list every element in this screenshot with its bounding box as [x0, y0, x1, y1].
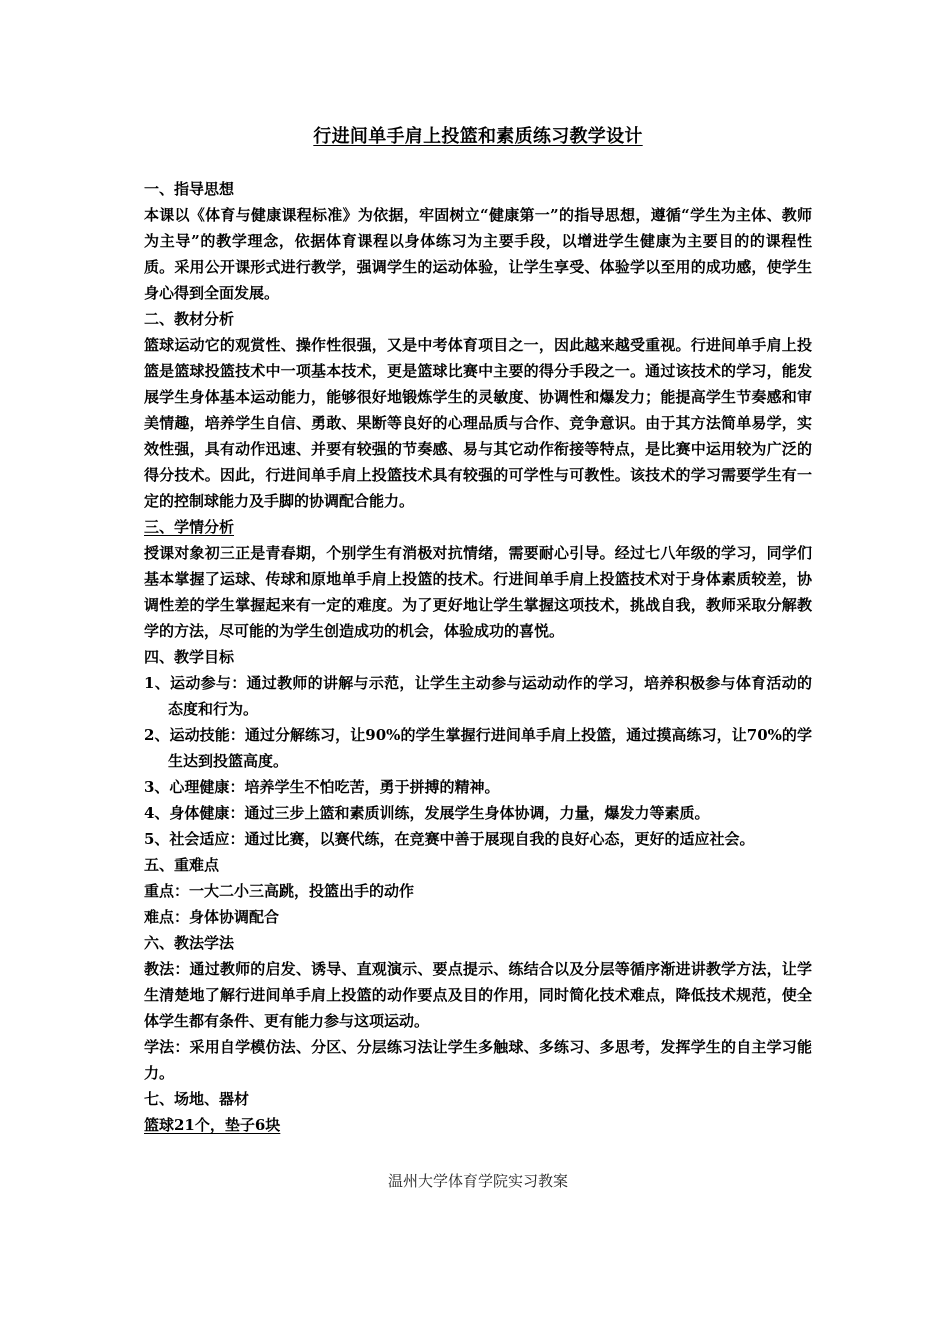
section-heading-material-analysis: 二、教材分析 — [144, 310, 235, 328]
section-heading-teaching-objectives: 四、教学目标 — [144, 648, 235, 666]
document-body — [144, 176, 812, 1138]
guiding-ideology-text: 本课以《体育与健康课程标准》为依据，牢固树立“健康第一”的指导思想，遵循“学生为主体、教师为主导”的教学理念，依据体育课程以身体练习为主要手段，以增进学生健康为主要目的的课程性质。采用公开课形式进行教学，强调学生的运动体验，让学生享受、体验学以至用的成功感，使学生身心得到全面发展。 — [144, 206, 812, 302]
objective-item: 4、身体健康：通过三步上篮和素质训练，发展学生身体协调，力量，爆发力等素质。 — [144, 804, 710, 822]
section-heading-student-analysis: 三、学情分析 — [144, 518, 235, 536]
page-footer: 温州大学体育学院实习教案 — [387, 1172, 568, 1190]
difficult-point-text: 难点：身体协调配合 — [144, 908, 280, 926]
section-heading-guiding-ideology: 一、指导思想 — [144, 180, 235, 198]
material-analysis-text: 篮球运动它的观赏性、操作性很强，又是中考体育项目之一，因此越来越受重视。行进间单手肩上投篮是篮球投篮技术中一项基本技术，更是篮球比赛中主要的得分手段之一。通过该技术的学习，能发展学生身体基本运动能力，能够很好地锻炼学生的灵敏度、协调性和爆发力；能提高学生节奏感和审美情趣，培养学生自信、勇敢、果断等良好的心理品质与合作、竞争意识。由于其方法简单易学，实效性强，具有动作迅速、并要有较强的节奏感、易与其它动作衔接等特点，是比赛中运用较为广泛的得分技术。因此，行进间单手肩上投篮技术具有较强的可学性与可教性。该技术的学习需要学生有一定的控制球能力及手脚的协调配合能力。 — [144, 336, 812, 510]
objective-item: 2、运动技能：通过分解练习，让90%的学生掌握行进间单手肩上投篮，通过摸高练习，让70%的学生达到投篮高度。 — [144, 726, 812, 770]
objective-item: 5、社会适应：通过比赛，以赛代练，在竞赛中善于展现自我的良好心态，更好的适应社会。 — [144, 830, 755, 848]
section-heading-methods: 六、教法学法 — [144, 934, 235, 952]
section-heading-venue-equipment: 七、场地、器材 — [144, 1090, 250, 1108]
objective-item: 3、心理健康：培养学生不怕吃苦，勇于拼搏的精神。 — [144, 778, 500, 796]
equipment-text: 篮球21个，垫子6块 — [144, 1116, 281, 1134]
document-title: 行进间单手肩上投篮和素质练习教学设计 — [313, 126, 643, 147]
learning-method-text: 学法：采用自学模仿法、分区、分层练习法让学生多触球、多练习、多思考，发挥学生的自主学习能力。 — [144, 1038, 812, 1082]
section-heading-key-points: 五、重难点 — [144, 856, 220, 874]
student-analysis-text: 授课对象初三正是青春期，个别学生有消极对抗情绪，需要耐心引导。经过七八年级的学习，同学们基本掌握了运球、传球和原地单手肩上投篮的技术。行进间单手肩上投篮技术对于身体素质较差，协调性差的学生掌握起来有一定的难度。为了更好地让学生掌握这项技术，挑战自我，教师采取分解教学的方法，尽可能的为学生创造成功的机会，体验成功的喜悦。 — [144, 544, 812, 640]
key-point-text: 重点：一大二小三高跳，投篮出手的动作 — [144, 882, 415, 900]
objective-item: 1、运动参与：通过教师的讲解与示范，让学生主动参与运动动作的学习，培养积极参与体育活动的态度和行为。 — [144, 674, 812, 718]
teaching-method-text: 教法：通过教师的启发、诱导、直观演示、要点提示、练结合以及分层等循序渐进讲教学方法，让学生清楚地了解行进间单手肩上投篮的动作要点及目的作用，同时简化技术难点，降低技术规范，使全体学生都有条件、更有能力参与这项运动。 — [144, 960, 812, 1030]
